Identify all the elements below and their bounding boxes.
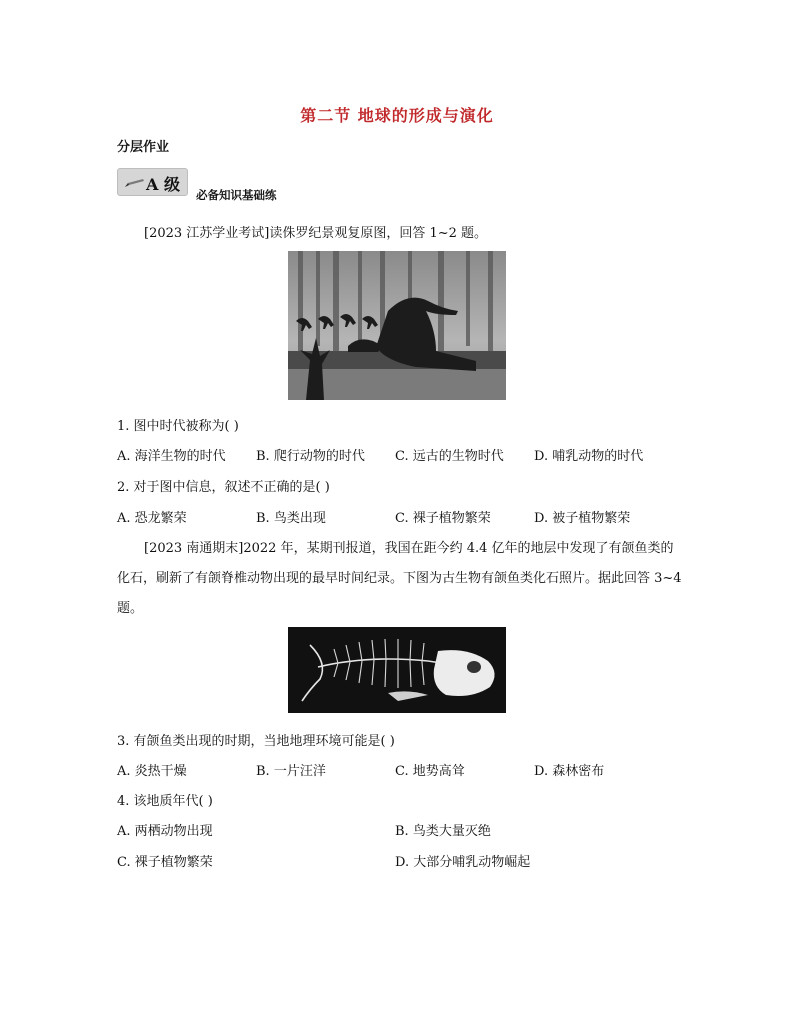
question-1-option-d: D. 哺乳动物的时代 bbox=[534, 449, 644, 464]
fish-fossil-drawing bbox=[288, 627, 506, 713]
fish-fossil-image bbox=[288, 627, 506, 713]
question-2-option-a: A. 恐龙繁荣 bbox=[117, 511, 187, 526]
question-4-option-c: C. 裸子植物繁荣 bbox=[117, 855, 213, 870]
question-2-stem: 2. 对于图中信息，叙述不正确的是( ) bbox=[117, 480, 330, 495]
level-badge-label: A 级 bbox=[146, 175, 180, 194]
intro-paragraph-2-line-1: [2023 南通期末]2022 年，某期刊报道，我国在距今约 4.4 亿年的地层中发现了有颌鱼类的 bbox=[144, 541, 674, 556]
question-2-option-c: C. 裸子植物繁荣 bbox=[395, 511, 491, 526]
question-2-option-d: D. 被子植物繁荣 bbox=[534, 511, 631, 526]
question-3-stem: 3. 有颌鱼类出现的时期，当地地理环境可能是( ) bbox=[117, 734, 395, 749]
question-3-option-b: B. 一片汪洋 bbox=[256, 764, 326, 779]
question-3-option-d: D. 森林密布 bbox=[534, 764, 605, 779]
intro-paragraph-2-line-3: 题。 bbox=[117, 601, 144, 616]
question-2-option-b: B. 鸟类出现 bbox=[256, 511, 326, 526]
pencil-icon bbox=[123, 178, 145, 188]
question-4-option-b: B. 鸟类大量灭绝 bbox=[395, 824, 491, 839]
question-3-option-a: A. 炎热干燥 bbox=[117, 764, 187, 779]
question-1-option-a: A. 海洋生物的时代 bbox=[117, 449, 226, 464]
layer-label: 分层作业 bbox=[117, 140, 170, 155]
question-3-option-c: C. 地势高耸 bbox=[395, 764, 465, 779]
question-4-stem: 4. 该地质年代( ) bbox=[117, 794, 213, 809]
level-badge bbox=[117, 168, 188, 196]
question-1-stem: 1. 图中时代被称为( ) bbox=[117, 419, 239, 434]
question-4-option-d: D. 大部分哺乳动物崛起 bbox=[395, 855, 531, 870]
question-1-option-c: C. 远古的生物时代 bbox=[395, 449, 504, 464]
jurassic-landscape-image bbox=[288, 251, 506, 400]
level-subtitle: 必备知识基础练 bbox=[196, 188, 277, 202]
intro-paragraph-1: [2023 江苏学业考试]读侏罗纪景观复原图，回答 1~2 题。 bbox=[144, 226, 488, 241]
question-4-option-a: A. 两栖动物出现 bbox=[117, 824, 213, 839]
intro-paragraph-2-line-2: 化石，刷新了有颌脊椎动物出现的最早时间纪录。下图为古生物有颌鱼类化石照片。据此回答 3~4 bbox=[117, 571, 682, 586]
question-1-option-b: B. 爬行动物的时代 bbox=[256, 449, 365, 464]
jurassic-landscape-drawing bbox=[288, 251, 506, 400]
page-title: 第二节 地球的形成与演化 bbox=[300, 106, 494, 125]
